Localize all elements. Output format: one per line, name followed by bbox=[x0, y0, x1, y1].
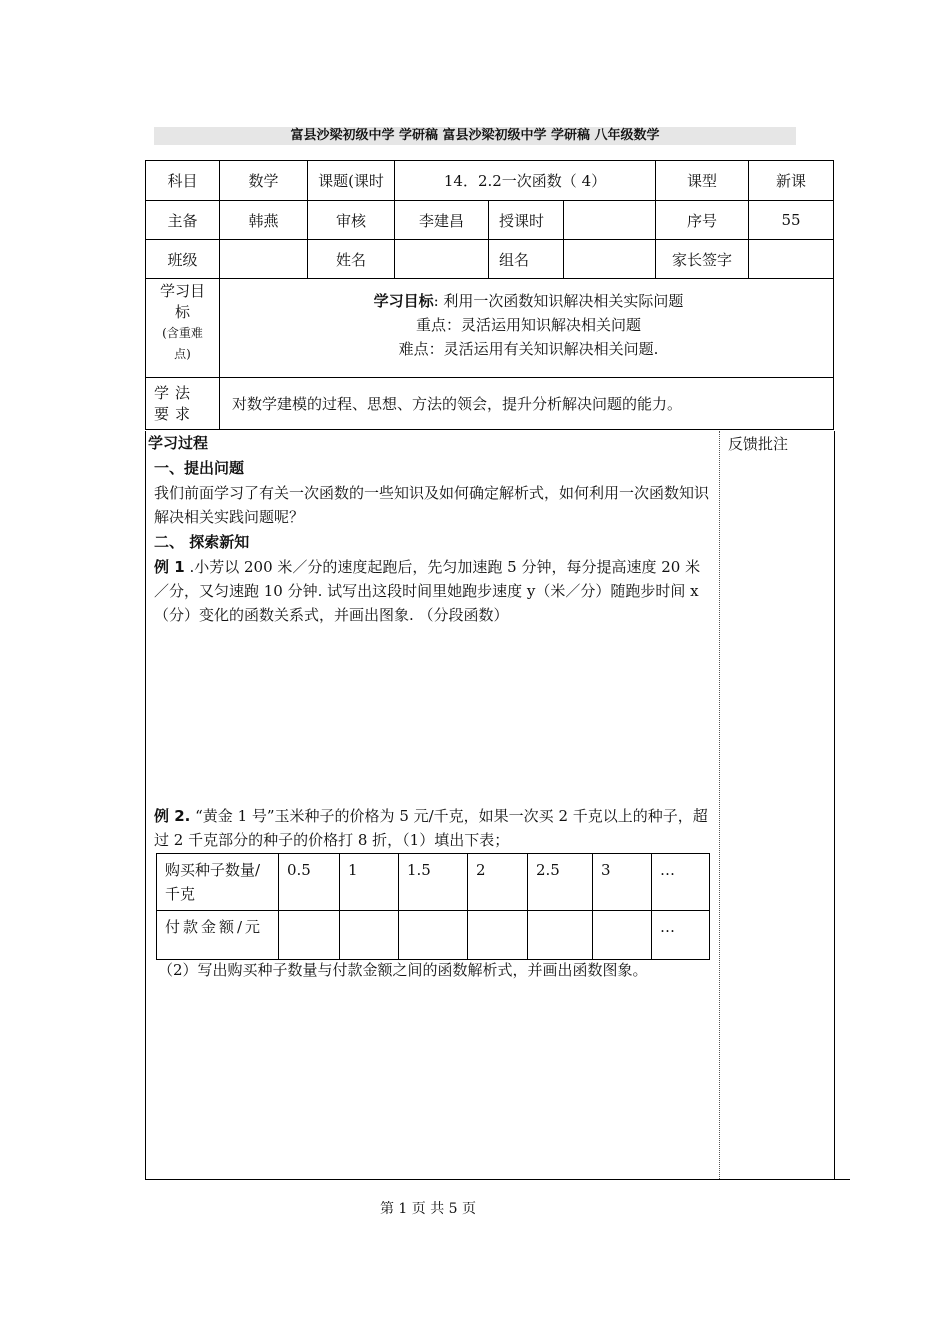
info-table bbox=[145, 160, 834, 430]
reviewer-label: 审核 bbox=[308, 201, 395, 240]
subject-value: 数学 bbox=[220, 161, 308, 201]
seed-qty-header: 购买种子数量/千克 bbox=[157, 854, 279, 911]
payment-cell[interactable] bbox=[399, 911, 468, 960]
seed-qty-cell: 3 bbox=[593, 854, 652, 911]
example-2-question-2: （2）写出购买种子数量与付款金额之间的函数解析式，并画出函数图象。 bbox=[158, 961, 648, 979]
parent-sign-value bbox=[749, 240, 834, 279]
goal-content bbox=[220, 279, 834, 378]
page-header: 富县沙梁初级中学 学研稿 富县沙梁初级中学 学研稿 八年级数学 bbox=[154, 127, 796, 145]
section-1-title: 一、提出问题 bbox=[154, 459, 245, 477]
serial-label: 序号 bbox=[656, 201, 749, 240]
goal-label: 学习目标 bbox=[159, 282, 205, 321]
topic-label: 课题(课时 bbox=[308, 161, 395, 201]
goal-title: 学习目标 bbox=[373, 292, 434, 310]
reviewer-value: 李建昌 bbox=[395, 201, 489, 240]
class-value bbox=[220, 240, 308, 279]
group-label: 组名 bbox=[489, 240, 564, 279]
key-point: 重点：灵活运用知识解决相关问题 bbox=[415, 316, 641, 334]
seed-qty-cell: 1.5 bbox=[399, 854, 468, 911]
section-1-text: 我们前面学习了有关一次函数的一些知识及如何确定解析式，如何利用一次函数知识解决相关实践问题呢？ bbox=[154, 484, 710, 526]
group-value bbox=[564, 240, 656, 279]
seed-price-table bbox=[156, 853, 710, 960]
goal-label-note: (含重难点) bbox=[162, 326, 203, 361]
payment-cell[interactable] bbox=[279, 911, 340, 960]
author-value: 韩燕 bbox=[220, 201, 308, 240]
name-label: 姓名 bbox=[308, 240, 395, 279]
section-2-title: 二、 探索新知 bbox=[154, 533, 250, 551]
hard-point: 难点：灵活运用有关知识解决相关问题. bbox=[398, 340, 659, 358]
seed-qty-cell: 0.5 bbox=[279, 854, 340, 911]
lesson-type-label: 课型 bbox=[656, 161, 749, 201]
process-section bbox=[145, 431, 835, 1180]
class-time-value bbox=[564, 201, 656, 240]
serial-value: 55 bbox=[749, 201, 834, 240]
example-1 bbox=[154, 555, 714, 627]
subject-label: 科目 bbox=[146, 161, 220, 201]
page-footer: 第 1 页 共 5 页 bbox=[379, 1201, 477, 1217]
payment-cell[interactable] bbox=[593, 911, 652, 960]
feedback-label: 反馈批注 bbox=[728, 435, 789, 453]
seed-qty-cell: 1 bbox=[340, 854, 399, 911]
class-label: 班级 bbox=[146, 240, 220, 279]
example-1-text: .小芳以 200 米／分的速度起跑后，先匀加速跑 5 分钟，每分提高速度 20 米／分，又匀速跑 10 分钟. 试写出这段时间里她跑步速度 y（米／分）随跑步时间 x（分）变化的函数关系式，并画出图象. （分段函数） bbox=[154, 558, 701, 624]
example-1-label: 例 1 bbox=[154, 558, 185, 576]
process-title: 学习过程 bbox=[148, 434, 209, 452]
parent-sign-label: 家长签字 bbox=[656, 240, 749, 279]
author-label: 主备 bbox=[146, 201, 220, 240]
example-2-text: “黄金 1 号”玉米种子的价格为 5 元/千克，如果一次买 2 千克以上的种子，超过 2 千克部分的种子的价格打 8 折，（1）填出下表； bbox=[154, 807, 708, 849]
payment-cell[interactable] bbox=[340, 911, 399, 960]
payment-header: 付款金额/元 bbox=[157, 911, 279, 960]
payment-cell[interactable] bbox=[468, 911, 528, 960]
goal-text: : 利用一次函数知识解决相关实际问题 bbox=[433, 292, 684, 310]
method-label: 学法要求 bbox=[154, 383, 197, 423]
payment-cell[interactable] bbox=[528, 911, 593, 960]
divider bbox=[833, 1179, 850, 1180]
name-value bbox=[395, 240, 489, 279]
goal-label-cell bbox=[146, 279, 220, 378]
method-text: 对数学建模的过程、思想、方法的领会，提升分析解决问题的能力。 bbox=[220, 378, 834, 430]
process-column bbox=[146, 431, 720, 1179]
method-label-cell bbox=[146, 378, 220, 430]
payment-cell: … bbox=[652, 911, 710, 960]
seed-qty-cell: 2 bbox=[468, 854, 528, 911]
class-time-label: 授课时 bbox=[489, 201, 564, 240]
seed-qty-cell: … bbox=[652, 854, 710, 911]
example-2 bbox=[154, 804, 714, 852]
example-2-label: 例 2. bbox=[154, 807, 191, 825]
seed-qty-cell: 2.5 bbox=[528, 854, 593, 911]
topic-value: 14．2.2一次函数（ 4） bbox=[395, 161, 656, 201]
lesson-type-value: 新课 bbox=[749, 161, 834, 201]
